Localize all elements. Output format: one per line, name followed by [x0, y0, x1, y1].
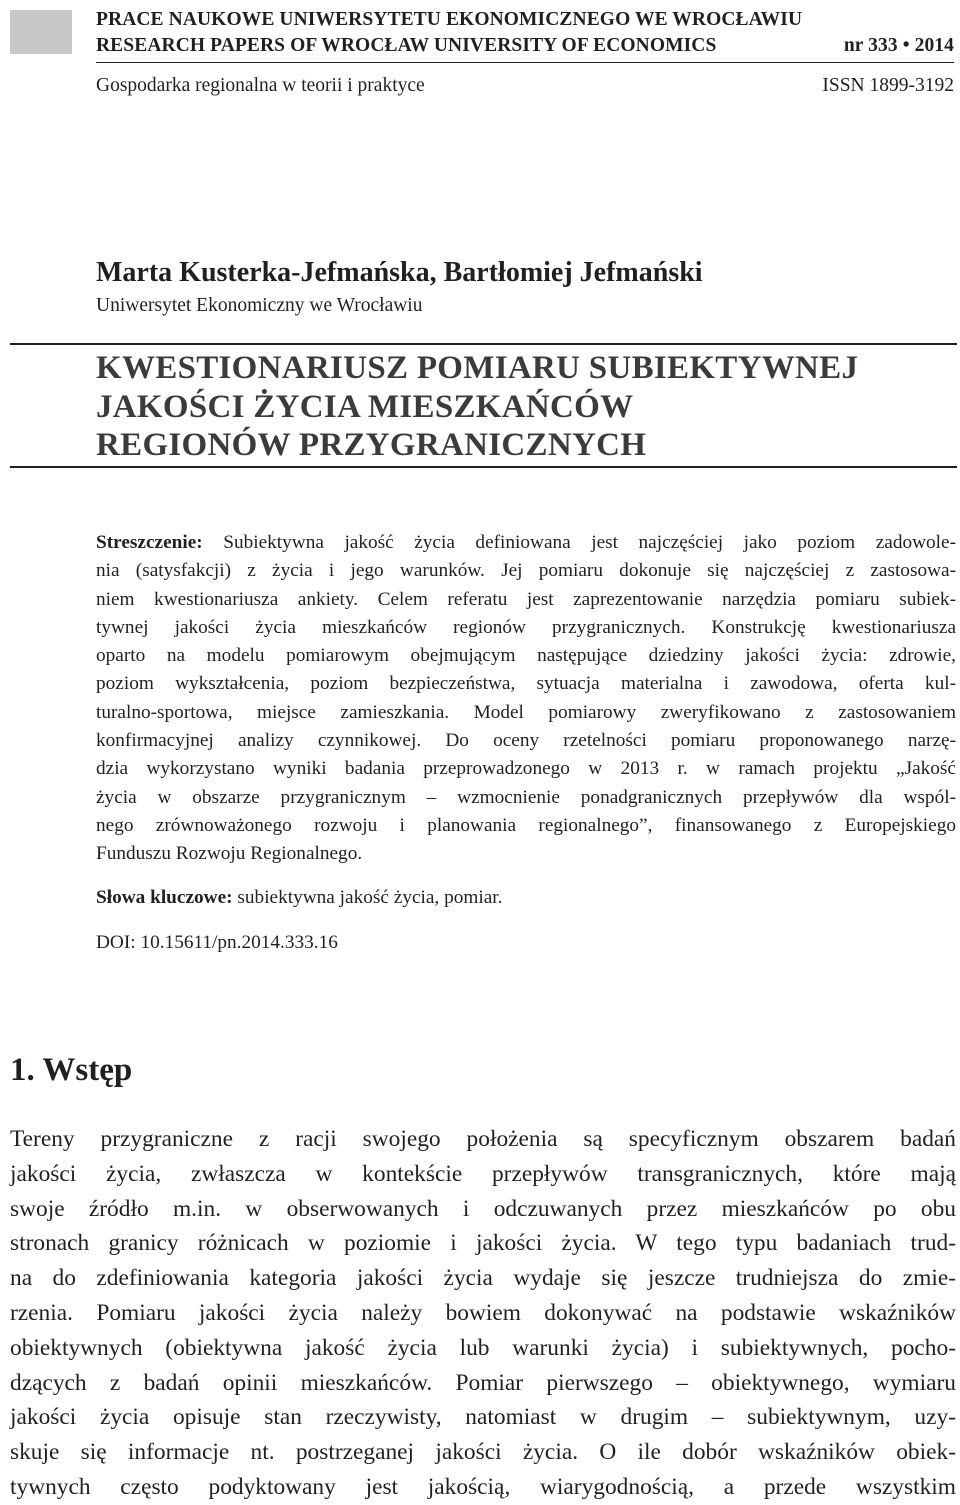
abstract-line: turalno-sportowa, miejsce zamieszkania. Model pomiarowy zweryfikowano z zastosowaniem	[96, 701, 956, 723]
journal-name-polish: PRACE NAUKOWE UNIWERSYTETU EKONOMICZNEGO WE WROCŁAWIU	[96, 9, 803, 30]
abstract-line: życia w obszarze przygranicznym – wzmocnienie ponadgranicznych przepływów dla wspól-	[96, 786, 956, 808]
journal-name-english: RESEARCH PAPERS OF WROCŁAW UNIVERSITY OF ECONOMICS	[96, 35, 717, 56]
series-row	[96, 73, 954, 99]
title-top-rule	[10, 343, 957, 345]
header-divider	[96, 62, 954, 63]
abstract-line: nego zrównoważonego rozwoju i planowania regionalnego”, finansowanego z Europejskiego	[96, 814, 956, 836]
journal-logo-box	[10, 10, 72, 54]
body-line: dzących z badań opinii mieszkańców. Pomiar pierwszego – obiektywnego, wymiaru	[10, 1369, 956, 1396]
journal-name-english-row	[96, 34, 954, 58]
title-line: REGIONÓW PRZYGRANICZNYCH	[96, 427, 647, 463]
body-line: tywnych często podyktowany jest jakością, wiarygodnością, a przede wszystkim	[10, 1473, 956, 1500]
section-body	[10, 1122, 956, 1505]
title-line: JAKOŚCI ŻYCIA MIESZKAŃCÓW	[96, 388, 634, 425]
abstract-line: Streszczenie: Subiektywna jakość życia definiowana jest najczęściej jako poziom zadowole-	[96, 532, 956, 553]
affiliation: Uniwersytet Ekonomiczny we Wrocławiu	[96, 295, 423, 316]
abstract-line: tywnej jakości życia mieszkańców regionów przygranicznych. Konstrukcję kwestionariusza	[96, 616, 956, 638]
keywords-label: Słowa kluczowe:	[96, 887, 233, 908]
article-title	[96, 349, 858, 465]
body-line: jakości życia opisuje stan rzeczywisty, natomiast w drugim – subiektywnym, uzy-	[10, 1404, 956, 1431]
abstract-line: poziom wykształcenia, poziom bezpieczeństwa, sytuacja materialna i zawodowa, oferta kul-	[96, 673, 956, 695]
body-line: na do zdefiniowania kategoria jakości życia wydaje się jeszcze trudniejsza do zmie-	[10, 1265, 956, 1292]
abstract-line: Funduszu Rozwoju Regionalnego.	[96, 843, 363, 865]
body-line: jakości życia, zwłaszcza w kontekście przepływów transgranicznych, które mają	[10, 1160, 956, 1187]
abstract-line: konfirmacyjnej analizy czynnikowej. Do oceny rzetelności pomiaru proponowanego narzę-	[96, 730, 956, 752]
body-line: Tereny przygraniczne z racji swojego położenia są specyficznym obszarem badań	[10, 1126, 956, 1152]
issue-number: nr 333 • 2014	[843, 35, 954, 56]
section-heading: 1. Wstęp	[10, 1052, 133, 1088]
body-line: skuje się informacje nt. postrzeganej jakości życia. O ile dobór wskaźników obiek-	[10, 1439, 956, 1466]
issn: ISSN 1899-3192	[822, 75, 954, 96]
title-bottom-rule	[10, 466, 957, 468]
title-line: KWESTIONARIUSZ POMIARU SUBIEKTYWNEJ	[96, 350, 859, 386]
abstract-label: Streszczenie:	[96, 532, 203, 553]
doi: DOI: 10.15611/pn.2014.333.16	[96, 932, 338, 953]
keywords	[96, 884, 502, 912]
body-line: rzenia. Pomiaru jakości życia należy bowiem dokonywać na podstawie wskaźników	[10, 1299, 956, 1326]
abstract-line: niem kwestionariusza ankiety. Celem referatu jest zaprezentowanie narzędzia pomiaru subiek-	[96, 588, 956, 610]
abstract-line: dzia wykorzystano wyniki badania przeprowadzonego w 2013 r. w ramach projektu „Jakość	[96, 758, 956, 780]
abstract-line: oparto na modelu pomiarowym obejmującym następujące dziedziny jakości życia: zdrowie,	[96, 645, 956, 667]
abstract	[96, 529, 956, 869]
series-name: Gospodarka regionalna w teorii i praktyce	[96, 75, 425, 96]
body-line: stronach granicy różnicach w poziomie i jakości życia. W tego typu badaniach trud-	[10, 1230, 956, 1257]
body-line: swoje źródło m.in. w obserwowanych i odczuwanych przez mieszkańców po obu	[10, 1195, 956, 1222]
body-line: obiektywnych (obiektywna jakość życia lub warunki życia) i subiektywnych, pocho-	[10, 1334, 956, 1361]
keywords-text: subiektywna jakość życia, pomiar.	[237, 887, 503, 908]
abstract-line: nia (satysfakcji) z życia i jego warunków. Jej pomiaru dokonuje się najczęściej z zastosowa-	[96, 560, 956, 582]
authors: Marta Kusterka-Jefmańska, Bartłomiej Jefmański	[96, 257, 703, 288]
